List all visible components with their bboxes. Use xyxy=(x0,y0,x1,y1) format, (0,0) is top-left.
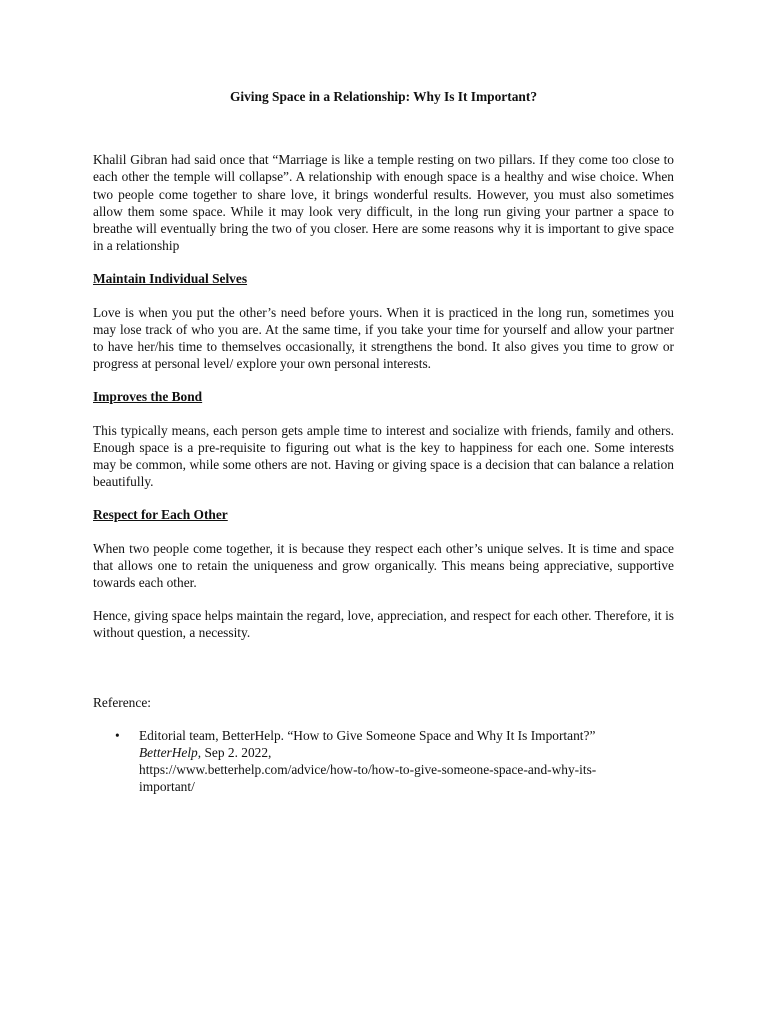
intro-paragraph: Khalil Gibran had said once that “Marriage is like a temple resting on two pillars. If they come too close to each other the temple will collapse”. A relationship with enough space is a healthy and wise choice. When two people come together to share love, it brings wonderful results. However, you must also sometimes allow them some space. While it may look very difficult, in the long run giving your partner a space to breathe will eventually bring the two of you closer. Here are some reasons why it is important to give space in a relationship xyxy=(93,152,674,254)
reference-item xyxy=(93,727,674,796)
section-respect-for-each-other xyxy=(93,506,674,591)
spacer xyxy=(93,658,674,694)
conclusion-paragraph: Hence, giving space helps maintain the regard, love, appreciation, and respect for each other. Therefore, it is without question, a necessity. xyxy=(93,608,674,641)
reference-url-continued[interactable]: important/ xyxy=(139,779,195,795)
section-heading: Maintain Individual Selves xyxy=(93,271,248,287)
reference-list xyxy=(93,727,674,796)
section-improves-the-bond xyxy=(93,388,674,490)
bullet-icon: • xyxy=(115,727,120,743)
reference-source-line xyxy=(139,744,674,761)
section-body: When two people come together, it is because they respect each other’s unique selves. It is time and space that allows one to retain the uniqueness and grow organically. This means being appreciative, supportive towards each other. xyxy=(93,540,674,591)
reference-citation: Editorial team, BetterHelp. “How to Give Someone Space and Why It Is Important?” xyxy=(139,727,596,743)
reference-text xyxy=(139,727,674,796)
reference-date: , Sep 2. 2022, xyxy=(197,745,272,761)
section-body: Love is when you put the other’s need before yours. When it is practiced in the long run, sometimes you may lose track of who you are. At the same time, if you take your time for yourself and allow your partner to have her/his time to themselves occasionally, it strengthens the bond. It also gives you time to grow or progress at personal level/ explore your own personal interests. xyxy=(93,304,674,372)
section-maintain-individual-selves xyxy=(93,270,674,372)
section-heading: Improves the Bond xyxy=(93,389,203,405)
reference-source: BetterHelp xyxy=(139,745,198,761)
section-heading: Respect for Each Other xyxy=(93,507,228,523)
reference-url[interactable]: https://www.betterhelp.com/advice/how-to/how-to-give-someone-space-and-why-its- xyxy=(139,762,597,778)
section-body: This typically means, each person gets ample time to interest and socialize with friends, family and others. Enough space is a pre-requisite to figuring out what is the key to happiness for each one. Some interests may be common, while some others are not. Having or giving space is a decision that can balance a relation beautifully. xyxy=(93,422,674,490)
reference-label: Reference: xyxy=(93,694,151,710)
document-title: Giving Space in a Relationship: Why Is It Important? xyxy=(229,89,538,104)
document-page xyxy=(93,88,674,796)
